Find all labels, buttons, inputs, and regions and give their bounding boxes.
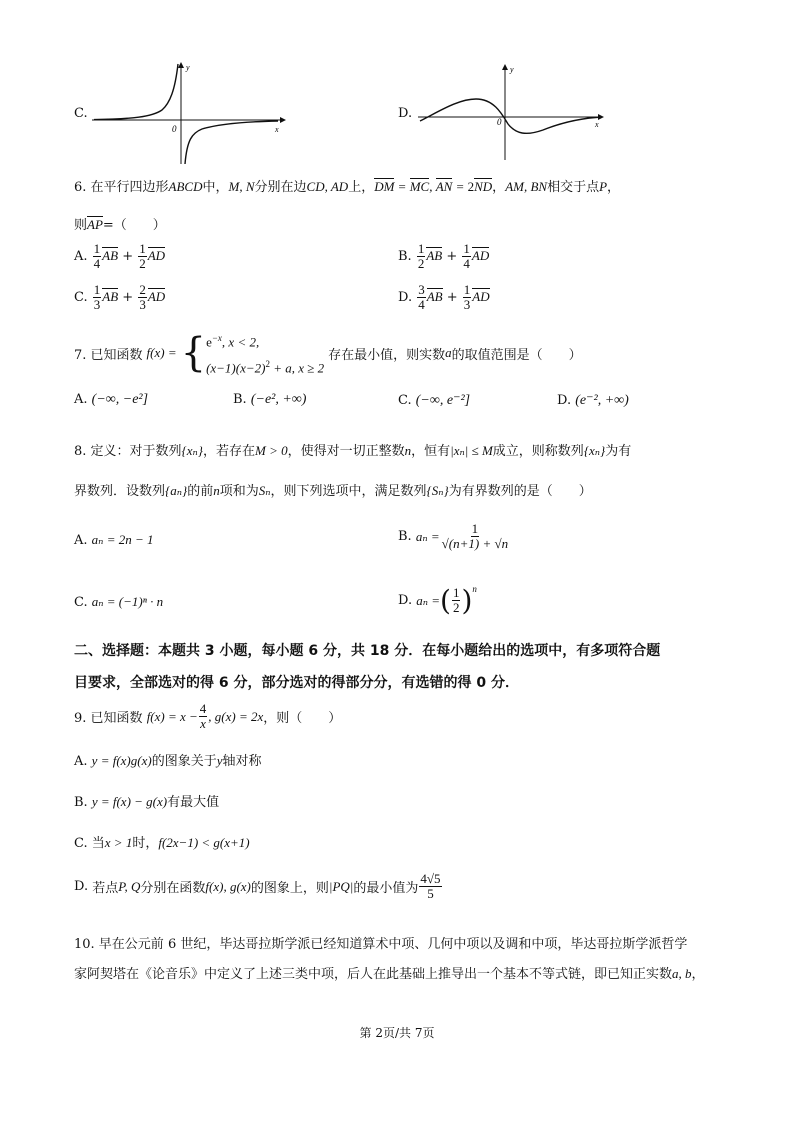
q8-stem-line2: 界数列．设数列{aₙ}的前n项和为Sₙ，则下列选项中，满足数列{Sₙ}为有界数列的是（ ） — [74, 483, 592, 499]
curve-left — [94, 64, 178, 120]
q9-option-c[interactable]: C. 当x > 1时，f(2x−1) < g(x+1) — [74, 835, 250, 851]
y-axis-label: y — [510, 65, 514, 74]
q6-option-d[interactable]: D. $\frac{3}{4}$ AB + $\frac{1}{3}$ AD — [398, 282, 490, 312]
q9-option-d[interactable]: D. 若点 P, Q 分别在函数 f(x), g(x) 的图象上，则 |PQ| 的最小值为 $\frac{4√5}{5}$ — [74, 871, 441, 901]
origin-label: 0 — [172, 124, 177, 134]
q7-option-b[interactable]: B. (−e², +∞) — [233, 392, 307, 407]
section2-heading-line2: 目要求，全部选对的得 6 分，部分选对的得部分分，有选错的得 0 分． — [74, 675, 519, 691]
x-axis-label: x — [595, 120, 599, 129]
q8-option-a[interactable]: A. aₙ = 2n − 1 — [74, 532, 154, 548]
q8-option-d[interactable]: D. aₙ = ( $\frac{1}{2}$ ) $^n$ — [398, 584, 477, 617]
curve — [420, 99, 602, 133]
x-axis-arrow — [280, 117, 286, 123]
q9-option-a[interactable]: A. y = f(x)g(x)的图象关于y轴对称 — [74, 753, 262, 769]
y-axis-label: y — [186, 63, 190, 72]
q7-stem: 7. 已知函数 f(x) = { $e^{-x}$, x < 2, $(x-1)(x-2)^2 + a$, x ≥ 2 存在最小值，则实数 a 的取值范围是（ ） — [74, 330, 582, 377]
page-footer: 第 2页/共 7页 — [359, 1026, 435, 1040]
q9-option-b[interactable]: B. y = f(x) − g(x)有最大值 — [74, 794, 220, 810]
q5-option-d-label: D. — [398, 106, 413, 121]
q5-option-d-graph — [418, 62, 608, 162]
section2-heading-line1: 二、选择题：本题共 3 小题，每小题 6 分，共 18 分．在每小题给出的选项中，有多项符合题 — [74, 643, 661, 659]
q9-stem: 9. 已知函数 f(x) = x − $\frac{4}{x}$ , g(x) = 2x ，则（ ） — [74, 701, 342, 731]
q7-option-c[interactable]: C. (−∞, e⁻²] — [398, 393, 471, 408]
q7-option-d[interactable]: D. (e⁻², +∞) — [557, 393, 629, 408]
q5-option-c-label: C. — [74, 106, 88, 121]
q6-stem: 6. 在平行四边形ABCD中，M, N分别在边CD, AD上，DM = MC, AN = 2ND，AM, BN相交于点P， — [74, 179, 621, 195]
q8-stem-line1: 8. 定义：对于数列{xₙ}，若存在M > 0，使得对一切正整数n，恒有|xₙ| ≤ M成立，则称数列{xₙ}为有 — [74, 443, 632, 459]
q7-option-a[interactable]: A. (−∞, −e²] — [74, 392, 149, 407]
q6-option-c[interactable]: C. $\frac{1}{3}$ AB + $\frac{2}{3}$ AD — [74, 282, 166, 312]
q6-option-a[interactable]: A. $\frac{1}{4}$ AB + $\frac{1}{2}$ AD — [74, 241, 166, 271]
q6-stem-line2: 则AP=（ ） — [74, 217, 166, 233]
q8-option-b[interactable]: B. aₙ = $\frac{1}{√(n+1) + √n}$ — [398, 521, 509, 551]
q10-stem-line2: 家阿契塔在《论音乐》中定义了上述三类中项，后人在此基础上推导出一个基本不等式链，即已知正实数a, b， — [74, 966, 705, 982]
q10-stem-line1: 10. 早在公元前 6 世纪，毕达哥拉斯学派已经知道算术中项、几何中项以及调和中项，毕达哥拉斯学派哲学 — [74, 937, 688, 952]
origin-label: 0 — [497, 117, 502, 127]
x-axis-label: x — [275, 125, 279, 134]
y-axis-arrow — [502, 64, 508, 70]
q6-option-b[interactable]: B. $\frac{1}{2}$ AB + $\frac{1}{4}$ AD — [398, 241, 490, 271]
curve-right — [185, 121, 278, 164]
y-axis-arrow — [178, 62, 184, 68]
q8-option-c[interactable]: C. aₙ = (−1)ⁿ · n — [74, 594, 164, 610]
q5-option-c-graph — [92, 60, 287, 168]
